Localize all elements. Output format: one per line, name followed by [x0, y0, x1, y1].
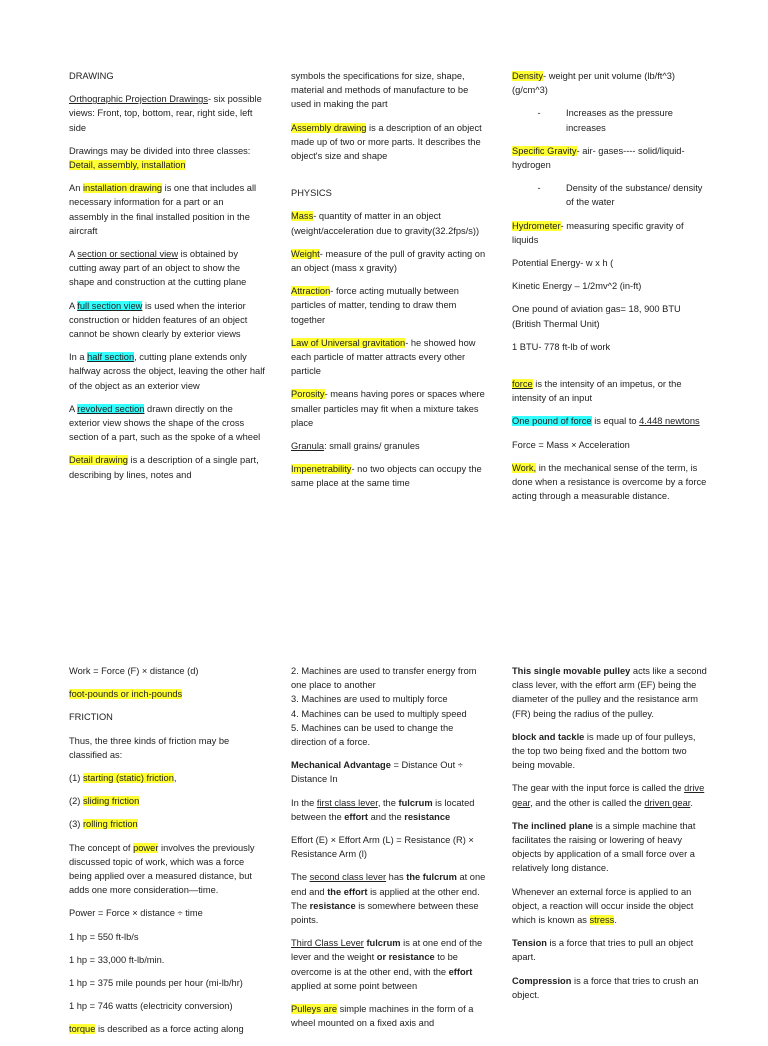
text-run: .	[690, 797, 693, 808]
text-run: is a force that tries to crush an object.	[512, 975, 699, 1000]
text-run: Whenever an external force is applied to an object, a reaction will occur inside the object which is known as	[512, 886, 694, 926]
paragraph	[512, 730, 708, 773]
paragraph	[69, 181, 265, 238]
column-2	[291, 69, 487, 500]
text-run: (1)	[69, 773, 83, 784]
paragraph	[291, 936, 487, 993]
paragraph	[69, 817, 265, 831]
paragraph	[291, 336, 487, 379]
highlighted-term: Orthographic Projection Drawings	[69, 94, 208, 105]
highlighted-term: Impenetrability	[291, 464, 352, 475]
text-run: DRAWING	[69, 71, 114, 81]
paragraph	[69, 841, 265, 898]
paragraph	[512, 340, 708, 354]
text-run: is obtained by cutting away part of an object to show the shape and construction at the cutting plane	[69, 249, 247, 288]
text-run: (2)	[69, 796, 83, 807]
highlighted-term: Attraction	[291, 286, 331, 297]
paragraph	[69, 350, 265, 393]
paragraph	[69, 664, 265, 678]
text-run: is used when the interior construction or hidden features of an object cannot be shown clearly by exterior views	[69, 300, 248, 340]
highlighted-term: Compression	[512, 975, 572, 986]
paragraph	[291, 833, 487, 861]
paragraph	[291, 439, 487, 453]
text-run: The	[291, 872, 310, 883]
text-run: : small grains/ granules	[324, 441, 420, 452]
paragraph	[291, 247, 487, 275]
text-run: simple machines in the form of a wheel mounted on a fixed axis and	[291, 1004, 474, 1029]
text-run: is located between the	[291, 797, 475, 822]
highlighted-term: effort	[344, 811, 369, 822]
text-run: Work = Force (F) × distance (d)	[69, 666, 199, 676]
paragraph	[69, 771, 265, 785]
highlighted-term: the effort	[327, 886, 368, 897]
highlighted-term: power	[133, 842, 159, 853]
text-run: Potential Energy- w x h (	[512, 258, 614, 269]
text-run: ,	[173, 773, 177, 784]
highlighted-term: effort	[448, 966, 473, 977]
text-run: is described as a force acting along	[95, 1024, 244, 1035]
text-run: 1 hp = 375 mile pounds per hour (mi-lb/hr)	[69, 978, 243, 989]
paragraph	[291, 758, 487, 786]
highlighted-term: second class lever	[309, 872, 387, 883]
text-run: FRICTION	[69, 712, 113, 723]
paragraph	[512, 885, 708, 928]
paragraph	[69, 402, 265, 445]
text-run: symbols the specifications for size, shape, material and methods of manufacture to be used in making the part	[291, 71, 469, 110]
highlighted-term: the fulcrum	[406, 872, 457, 883]
paragraph	[69, 976, 265, 990]
bullet-dash: -	[537, 183, 541, 194]
text-run: Thus, the three kinds of friction may be classified as:	[69, 735, 230, 760]
highlighted-term: Mechanical Advantage	[291, 760, 391, 771]
text-run: is somewhere between these points.	[291, 900, 479, 926]
column-4	[69, 664, 265, 1046]
text-run: in the mechanical sense of the term, is done when a resistance is overcome by a force acting through a measurable distance.	[512, 462, 707, 502]
text-run: is applied at the other end. The	[291, 886, 480, 911]
highlighted-term: Specific Gravity	[512, 145, 577, 156]
highlighted-term: starting (static) friction	[82, 773, 174, 784]
paragraph	[291, 870, 487, 927]
text-run: is a description of a single part, describing by lines, notes and	[69, 455, 259, 480]
highlighted-term: Detail, assembly, installation	[69, 160, 186, 171]
paragraph	[512, 438, 708, 452]
text-run: is a simple machine that facilitates the raising or lowering of heavy objects by application of a small force over a relatively long distance.	[512, 820, 696, 874]
text-run: In the	[291, 797, 317, 808]
text-run: .	[614, 915, 617, 926]
text-run: is at one end of the lever and the weight	[291, 938, 483, 963]
highlighted-term: This single movable pulley	[512, 666, 631, 676]
text-run: 1 hp = 550 ft-lb/s	[69, 931, 139, 942]
highlighted-term: Third Class Lever	[291, 938, 364, 949]
highlighted-term: Law of Universal gravitation	[291, 337, 406, 348]
highlighted-term: full section view	[77, 300, 143, 311]
highlighted-term: One pound of force	[512, 416, 592, 427]
text-run: , cutting plane extends only halfway across the object, leaving the other half of the object as an exterior view	[69, 352, 265, 391]
highlighted-term: rolling friction	[82, 819, 138, 830]
text-run: A	[69, 249, 78, 260]
paragraph	[291, 69, 487, 112]
text-run: A	[69, 300, 78, 311]
text-run: A	[69, 403, 78, 414]
paragraph	[291, 664, 487, 749]
paragraph-gap	[512, 363, 708, 377]
paragraph	[512, 936, 708, 964]
highlighted-term: drive gear	[512, 783, 705, 808]
text-run: 1 hp = 746 watts (electricity conversion)	[69, 1001, 233, 1012]
highlighted-term: block and tackle	[512, 731, 585, 742]
paragraph	[291, 284, 487, 327]
text-run: - means having pores or spaces where smaller particles may fit when a mixture takes place	[291, 389, 485, 428]
highlighted-term: Assembly drawing	[291, 122, 367, 133]
highlighted-term: resistance	[309, 900, 356, 911]
highlighted-term: Granula	[291, 441, 325, 452]
paragraph	[69, 710, 265, 724]
text-run: Effort (E) × Effort Arm (L) = Resistance (R) × Resistance Arm (l)	[291, 835, 474, 860]
paragraph	[512, 302, 708, 330]
text-run: is a description of an object made up of two or more parts. It describes the object's size and shape	[291, 122, 482, 162]
paragraph	[69, 906, 265, 920]
bullet-item	[512, 106, 708, 134]
paragraph	[512, 69, 708, 97]
highlighted-term: or resistance	[376, 952, 435, 963]
highlighted-term: Porosity	[291, 389, 325, 400]
paragraph	[512, 819, 708, 876]
text-run: The concept of	[69, 842, 134, 853]
highlighted-term: The inclined plane	[512, 820, 594, 831]
paragraph	[291, 387, 487, 430]
text-run: 2. Machines are used to transfer energy from one place to another 3. Machines are used to multiply force 4. Machines can be used to multiply speed 5. Machines can be used to change the direction of a force.	[291, 666, 477, 748]
text-run: , the	[377, 797, 399, 808]
text-run: An	[69, 183, 83, 194]
paragraph	[291, 1002, 487, 1030]
highlighted-term: half section	[87, 352, 135, 363]
text-run: Drawings may be divided into three classes:	[69, 145, 251, 156]
text-run: - force acting mutually between particles of matter, tending to draw them together	[291, 286, 459, 325]
highlighted-term: section or sectional view	[77, 249, 179, 260]
highlighted-term: Pulleys are	[291, 1004, 337, 1015]
text-run: 1 hp = 33,000 ft-lb/min.	[69, 954, 165, 965]
highlighted-term: Tension	[512, 938, 547, 949]
text-run: - quantity of matter in an object (weight/acceleration due to gravity(32.2fps/s))	[291, 211, 480, 236]
paragraph	[512, 974, 708, 1002]
paragraph	[512, 461, 708, 504]
text-run: applied at some point between	[291, 980, 418, 991]
paragraph	[512, 414, 708, 428]
paragraph	[69, 299, 265, 342]
paragraph	[69, 144, 265, 172]
text-run: and the	[368, 811, 405, 822]
paragraph	[69, 453, 265, 481]
column-3	[512, 69, 708, 512]
highlighted-term: fulcrum	[366, 938, 401, 949]
highlighted-term: installation drawing	[82, 183, 163, 194]
text-run: The gear with the input force is called the	[512, 783, 685, 794]
paragraph	[69, 953, 265, 967]
text-run: PHYSICS	[291, 188, 332, 199]
column-1	[69, 69, 265, 491]
highlighted-term: first class lever	[316, 797, 378, 808]
text-run: is one that includes all necessary information for a part or an assembly in the final installed position in the aircraft	[69, 183, 257, 236]
text-run: Power = Force × distance ÷ time	[69, 908, 203, 919]
column-6	[512, 664, 708, 1011]
text-run: - measuring specific gravity of liquids	[512, 220, 684, 245]
highlighted-term: stress	[589, 915, 615, 926]
paragraph	[69, 69, 265, 83]
paragraph	[69, 930, 265, 944]
highlighted-term: Density	[512, 71, 544, 81]
text-run: - no two objects can occupy the same place at the same time	[291, 464, 482, 489]
bullet-text: Increases as the pressure increases	[566, 108, 673, 133]
highlighted-term: torque	[69, 1024, 96, 1035]
highlighted-term: foot-pounds or inch-pounds	[69, 689, 183, 700]
paragraph	[69, 999, 265, 1013]
highlighted-term: driven gear	[644, 797, 691, 808]
bullet-dash: -	[537, 108, 541, 119]
paragraph	[512, 377, 708, 405]
highlighted-term: revolved section	[77, 403, 145, 414]
highlighted-term: force	[512, 379, 533, 390]
text-run: - measure of the pull of gravity acting on an object (mass x gravity)	[291, 248, 486, 274]
paragraph	[512, 144, 708, 172]
highlighted-term: resistance	[404, 811, 451, 822]
text-run: Kinetic Energy – 1/2mv^2 (in-ft)	[512, 281, 642, 292]
paragraph	[291, 186, 487, 200]
paragraph	[69, 92, 265, 135]
text-run: is made up of four pulleys, the top two being fixed and the bottom two being movable.	[512, 731, 696, 771]
text-run: Force = Mass × Acceleration	[512, 439, 630, 450]
paragraph	[291, 121, 487, 164]
paragraph	[512, 219, 708, 247]
highlighted-term: Work,	[512, 462, 537, 473]
text-run: In a	[69, 352, 88, 363]
text-run: acts like a second class lever, with the effort arm (EF) being the diameter of the pulley and the resistance arm (FR) being the radius of the pulley.	[512, 666, 707, 719]
highlighted-term: fulcrum	[398, 797, 433, 808]
text-run: One pound of aviation gas= 18, 900 BTU (British Thermal Unit)	[512, 304, 681, 329]
paragraph-gap	[291, 172, 487, 186]
text-run: - six possible views: Front, top, bottom, rear, right side, left side	[69, 94, 262, 133]
text-run: , and the other is called the	[530, 797, 645, 808]
paragraph	[512, 781, 708, 809]
text-run: involves the previously discussed topic of work, which was a force being applied over a measured distance, but adds one more consideration—time.	[69, 842, 255, 896]
highlighted-term: 4.448 newtons	[639, 416, 700, 427]
paragraph	[69, 794, 265, 808]
text-run: - he showed how each particle of matter attracts every other particle	[291, 337, 476, 377]
bullet-item	[512, 181, 708, 209]
paragraph	[69, 1022, 265, 1036]
text-run: - weight per unit volume (lb/ft^3) (g/cm^3)	[512, 71, 676, 96]
highlighted-term: Hydrometer	[512, 220, 561, 231]
text-run: at one end and	[291, 872, 486, 897]
text-run: has	[386, 872, 407, 883]
paragraph	[69, 687, 265, 701]
bullet-text: Density of the substance/ density of the water	[566, 183, 703, 208]
highlighted-term: sliding friction	[82, 796, 140, 807]
text-run: is equal to	[591, 416, 640, 427]
text-run: to be overcome is at the other end, with the	[291, 952, 458, 977]
text-run: drawn directly on the exterior view shows the shape of the cross section of a part, such as the spoke of a wheel	[69, 403, 261, 443]
paragraph	[291, 462, 487, 490]
text-run: - air- gases---- solid/liquid- hydrogen	[512, 145, 685, 171]
text-run: (3)	[69, 819, 83, 830]
paragraph	[69, 734, 265, 762]
text-run: is the intensity of an impetus, or the intensity of an input	[512, 379, 682, 404]
highlighted-term: Mass	[291, 211, 314, 222]
paragraph	[291, 209, 487, 237]
paragraph	[512, 279, 708, 293]
paragraph	[69, 247, 265, 290]
column-5	[291, 664, 487, 1039]
paragraph	[291, 796, 487, 824]
text-run: = Distance Out ÷ Distance In	[291, 760, 463, 785]
text-run: 1 BTU- 778 ft-lb of work	[512, 341, 611, 352]
text-run: is a force that tries to pull an object apart.	[512, 938, 694, 963]
paragraph	[512, 664, 708, 721]
highlighted-term: Detail drawing	[69, 455, 128, 466]
paragraph	[512, 256, 708, 270]
highlighted-term: Weight	[291, 248, 320, 259]
